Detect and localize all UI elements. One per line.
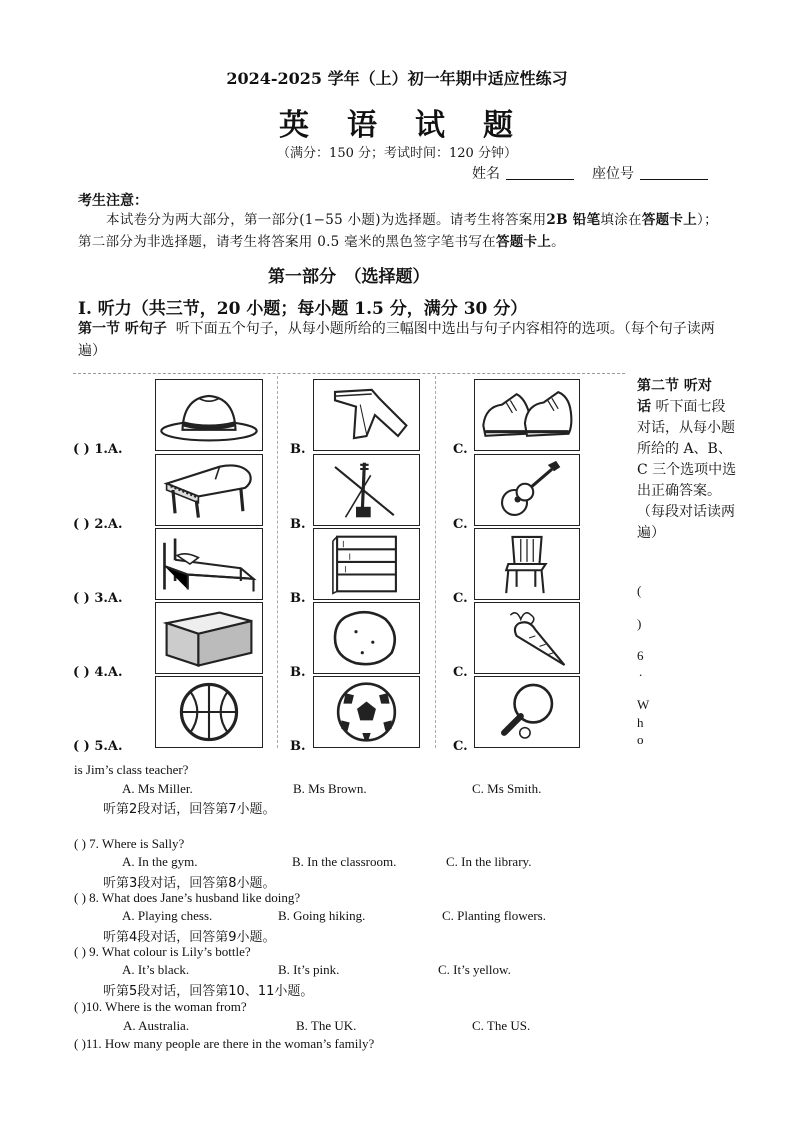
q7-option-c[interactable]: C. In the library.	[446, 854, 532, 869]
q7-text: ( ) 7. Where is Sally?	[74, 836, 185, 851]
dialogue-intro-7: 听第2段对话，回答第7小题。	[103, 802, 276, 817]
picture-option-b-4[interactable]	[313, 602, 420, 674]
pingpong-icon	[475, 677, 579, 747]
option-b-label: B.	[290, 739, 306, 754]
football-icon	[314, 677, 419, 747]
option-b-label: B.	[290, 442, 306, 457]
part-one-title: 第一部分 （选择题）	[268, 267, 430, 287]
name-blank[interactable]	[506, 179, 574, 180]
subject-char: 英	[279, 108, 311, 143]
q6-option-b[interactable]: B. Ms Brown.	[293, 781, 367, 796]
name-label: 姓名	[472, 166, 500, 182]
picture-question-label: ( ) 2.A.	[73, 517, 123, 532]
picture-option-c-4[interactable]	[474, 602, 580, 674]
q10-option-c[interactable]: C. The US.	[472, 1018, 531, 1033]
option-c-label: C.	[453, 665, 468, 680]
picture-option-b-3[interactable]	[313, 528, 420, 600]
picture-option-a-4[interactable]	[155, 602, 263, 674]
dialogue-intro-10: 听第5段对话，回答第10、11小题。	[103, 984, 314, 999]
option-c-label: C.	[453, 442, 468, 457]
name-seat-row	[472, 163, 726, 183]
guitar-icon	[475, 455, 579, 525]
trousers-icon	[314, 380, 419, 450]
exam-title: 2024-2025 学年（上）初一年期中适应性练习	[226, 69, 568, 88]
side-fragment: 6	[637, 648, 644, 663]
q10-option-a[interactable]: A. Australia.	[123, 1018, 190, 1033]
picture-question-label: ( ) 4.A.	[73, 665, 123, 680]
picture-question-label: ( ) 3.A.	[73, 591, 123, 606]
side-fragment: .	[639, 664, 643, 679]
option-b-label: B.	[290, 665, 306, 680]
hat-icon	[156, 380, 262, 450]
option-b-label: B.	[290, 517, 306, 532]
picture-option-c-1[interactable]	[474, 379, 580, 451]
q8-option-a[interactable]: A. Playing chess.	[122, 908, 213, 923]
chair-icon	[475, 529, 579, 599]
subject-char: 题	[483, 108, 515, 143]
attention-body: 本试卷分为两大部分，第一部分(1−55 小题)为选择题。请考生将答案用2B 铅笔填涂在答题卡上）；第二部分为非选择题，请考生将答案用 0.5 毫米的黑色签字笔书写在答题卡上。	[78, 212, 718, 250]
shoes-icon	[475, 380, 579, 450]
side-fragment: )	[637, 616, 642, 631]
q8-option-b[interactable]: B. Going hiking.	[278, 908, 366, 923]
q10-option-b[interactable]: B. The UK.	[296, 1018, 357, 1033]
subject-title	[0, 100, 794, 144]
piano-icon	[156, 455, 262, 525]
seat-label: 座位号	[592, 166, 634, 182]
side-fragment: (	[637, 583, 642, 598]
q9-option-a[interactable]: A. It’s black.	[122, 962, 190, 977]
section2-instructions: 第二节 听对话 听下面七段对话，从每小题所给的 A、B、C 三个选项中选出正确答案。（每段对话读两遍）	[637, 378, 737, 541]
side-fragment: o	[637, 732, 644, 747]
basketball-icon	[156, 677, 262, 747]
dialogue-intro-9: 听第4段对话，回答第9小题。	[103, 930, 276, 945]
q8-option-c[interactable]: C. Planting flowers.	[442, 908, 546, 923]
picture-option-b-2[interactable]	[313, 454, 420, 526]
attention-title: 考生注意：	[78, 193, 148, 209]
q7-option-b[interactable]: B. In the classroom.	[292, 854, 397, 869]
side-fragment: h	[637, 715, 644, 730]
picture-option-c-2[interactable]	[474, 454, 580, 526]
option-c-label: C.	[453, 591, 468, 606]
bed-icon	[156, 529, 262, 599]
q10-text: ( )10. Where is the woman from?	[74, 999, 247, 1014]
picture-question-label: ( ) 5.A.	[73, 739, 123, 754]
picture-option-b-5[interactable]	[313, 676, 420, 748]
q11-text: ( )11. How many people are there in the woman’s family?	[74, 1036, 375, 1051]
option-c-label: C.	[453, 739, 468, 754]
option-c-label: C.	[453, 517, 468, 532]
cake-icon	[156, 603, 262, 673]
shelf-icon	[314, 529, 419, 599]
q6-option-c[interactable]: C. Ms Smith.	[472, 781, 542, 796]
seat-blank[interactable]	[640, 179, 708, 180]
option-b-label: B.	[290, 591, 306, 606]
erhu-icon	[314, 455, 419, 525]
picture-option-c-3[interactable]	[474, 528, 580, 600]
section1-instructions: 第一节 听句子 听下面五个句子，从每小题所给的三幅图中选出与句子内容相符的选项。（每个句子读两遍）	[78, 321, 715, 359]
side-fragment: W	[637, 697, 650, 712]
q9-text: ( ) 9. What colour is Lily’s bottle?	[74, 944, 251, 959]
dialogue-intro-8: 听第3段对话，回答第8小题。	[103, 876, 276, 891]
picture-option-a-2[interactable]	[155, 454, 263, 526]
score-time-note: （满分：150 分；考试时间：120 分钟）	[277, 146, 517, 161]
q8-text: ( ) 8. What does Jane’s husband like doing?	[74, 890, 301, 905]
picture-option-a-3[interactable]	[155, 528, 263, 600]
q7-option-a[interactable]: A. In the gym.	[122, 854, 198, 869]
column-divider	[435, 376, 436, 748]
subject-char: 语	[347, 108, 379, 143]
picture-option-c-5[interactable]	[474, 676, 580, 748]
potato-icon	[314, 603, 419, 673]
picture-option-a-1[interactable]	[155, 379, 263, 451]
picture-question-label: ( ) 1.A.	[73, 442, 123, 457]
carrot-icon	[475, 603, 579, 673]
subject-char: 试	[415, 108, 447, 143]
picture-option-b-1[interactable]	[313, 379, 420, 451]
q6-text: is Jim’s class teacher?	[74, 762, 189, 777]
q9-option-b[interactable]: B. It’s pink.	[278, 962, 340, 977]
q6-option-a[interactable]: A. Ms Miller.	[122, 781, 193, 796]
column-divider	[277, 376, 278, 748]
q9-option-c[interactable]: C. It’s yellow.	[438, 962, 511, 977]
picture-option-a-5[interactable]	[155, 676, 263, 748]
listening-heading: I. 听力（共三节，20 小题；每小题 1.5 分，满分 30 分）	[78, 299, 528, 319]
